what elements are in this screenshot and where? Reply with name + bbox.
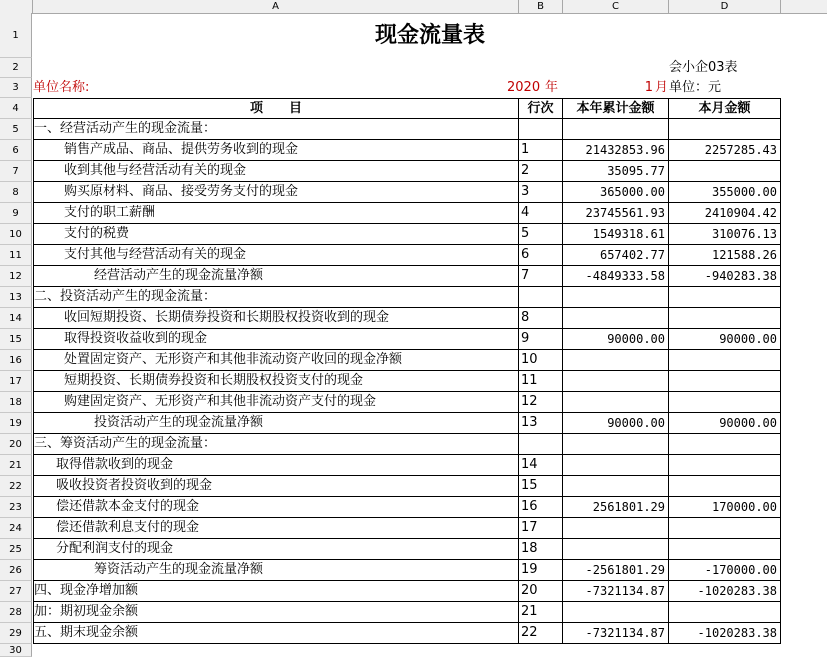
row-header[interactable]: 21 [0,455,32,476]
month-cell[interactable]: 121588.26 [669,245,781,266]
table-row [33,287,827,308]
line-cell[interactable]: 13 [519,413,563,434]
month-cell[interactable] [669,476,781,497]
header-ytd[interactable]: 本年累计金额 [563,98,669,119]
row-header[interactable]: 28 [0,602,32,623]
month-cell[interactable] [669,602,781,623]
table-row [33,329,827,350]
line-cell[interactable]: 7 [519,266,563,287]
ytd-cell[interactable]: 35095.77 [563,161,669,182]
row-header[interactable]: 17 [0,371,32,392]
ytd-cell[interactable]: 2561801.29 [563,497,669,518]
month-cell[interactable]: 310076.13 [669,224,781,245]
row-header[interactable]: 5 [0,119,32,140]
table-row [33,539,827,560]
line-cell[interactable]: 19 [519,560,563,581]
item-cell[interactable]: 取得投资收益收到的现金 [33,329,519,350]
ytd-cell[interactable]: -7321134.87 [563,623,669,644]
column-header-bar [0,0,827,14]
line-cell[interactable]: 21 [519,602,563,623]
ytd-cell[interactable] [563,434,669,455]
month-cell[interactable]: 90000.00 [669,413,781,434]
item-cell[interactable]: 吸收投资者投资收到的现金 [33,476,519,497]
item-cell[interactable]: 偿还借款本金支付的现金 [33,497,519,518]
item-cell[interactable]: 取得借款收到的现金 [33,455,519,476]
column-header-d[interactable]: D [669,0,781,13]
table-row [33,182,827,203]
table-row [33,245,827,266]
ytd-cell[interactable] [563,119,669,140]
month-cell[interactable]: -1020283.38 [669,581,781,602]
item-cell[interactable]: 五、期末现金余额 [33,623,519,644]
line-cell[interactable]: 2 [519,161,563,182]
column-header-a[interactable]: A [33,0,519,13]
month-cell[interactable] [669,392,781,413]
month-cell[interactable]: 2257285.43 [669,140,781,161]
row-header[interactable]: 30 [0,644,32,657]
line-cell[interactable]: 12 [519,392,563,413]
table-row [33,224,827,245]
row-header[interactable]: 25 [0,539,32,560]
form-code[interactable]: 会小企03表 [669,60,738,75]
row-header[interactable]: 4 [0,98,32,119]
item-cell[interactable]: 收回短期投资、长期债券投资和长期股权投资收到的现金 [33,308,519,329]
month-cell[interactable] [669,350,781,371]
ytd-cell[interactable] [563,308,669,329]
row-header[interactable]: 11 [0,245,32,266]
line-cell[interactable]: 17 [519,518,563,539]
item-cell[interactable]: 收到其他与经营活动有关的现金 [33,161,519,182]
month-cell[interactable]: -170000.00 [669,560,781,581]
year-value[interactable]: 2020 [507,80,541,95]
table-row [33,140,827,161]
unit-label: 单位：元 [669,80,722,95]
ytd-cell[interactable]: 23745561.93 [563,203,669,224]
row-header[interactable]: 3 [0,78,32,98]
row-header[interactable]: 16 [0,350,32,371]
ytd-cell[interactable] [563,350,669,371]
item-cell[interactable]: 处置固定资产、无形资产和其他非流动资产收回的现金净额 [33,350,519,371]
line-cell[interactable] [519,119,563,140]
table-row [33,581,827,602]
header-item[interactable]: 项 目 [33,98,519,119]
month-cell[interactable]: 90000.00 [669,329,781,350]
ytd-cell[interactable]: 90000.00 [563,413,669,434]
table-row [33,623,827,644]
ytd-cell[interactable]: 1549318.61 [563,224,669,245]
item-cell[interactable]: 筹资活动产生的现金流量净额 [33,560,519,581]
row-header[interactable]: 29 [0,623,32,644]
row-header[interactable]: 2 [0,58,32,78]
line-cell[interactable]: 22 [519,623,563,644]
month-cell[interactable] [669,161,781,182]
month-cell[interactable]: 170000.00 [669,497,781,518]
item-cell[interactable]: 购买原材料、商品、接受劳务支付的现金 [33,182,519,203]
line-cell[interactable]: 4 [519,203,563,224]
month-cell[interactable]: -940283.38 [669,266,781,287]
ytd-cell[interactable] [563,455,669,476]
line-cell[interactable]: 14 [519,455,563,476]
row-header[interactable]: 27 [0,581,32,602]
table-row [33,434,827,455]
item-cell[interactable]: 支付的税费 [33,224,519,245]
month-cell[interactable] [669,287,781,308]
row-header[interactable]: 26 [0,560,32,581]
form-code-row [33,58,827,78]
month-cell[interactable] [669,308,781,329]
report-title[interactable]: 现金流量表 [374,23,485,48]
year-label: 年 [545,80,559,95]
row-header[interactable]: 15 [0,329,32,350]
month-cell[interactable] [669,119,781,140]
item-cell[interactable]: 经营活动产生的现金流量净额 [33,266,519,287]
item-cell[interactable]: 一、经营活动产生的现金流量： [33,119,519,140]
line-cell[interactable]: 1 [519,140,563,161]
table-row [33,392,827,413]
row-header[interactable]: 12 [0,266,32,287]
line-cell[interactable] [519,287,563,308]
table-row [33,476,827,497]
item-cell[interactable]: 二、投资活动产生的现金流量： [33,287,519,308]
row-header[interactable]: 14 [0,308,32,329]
row-header[interactable]: 13 [0,287,32,308]
month-cell[interactable]: -1020283.38 [669,623,781,644]
item-cell[interactable]: 短期投资、长期债券投资和长期股权投资支付的现金 [33,371,519,392]
line-cell[interactable]: 20 [519,581,563,602]
header-month[interactable]: 本月金额 [669,98,781,119]
ytd-cell[interactable] [563,602,669,623]
column-header-e[interactable] [781,0,827,13]
table-row [33,308,827,329]
ytd-cell[interactable] [563,287,669,308]
table-row [33,371,827,392]
item-cell[interactable]: 投资活动产生的现金流量净额 [33,413,519,434]
month-cell[interactable] [669,518,781,539]
row-header[interactable]: 6 [0,140,32,161]
line-cell[interactable]: 10 [519,350,563,371]
month-cell[interactable] [669,455,781,476]
ytd-cell[interactable]: 365000.00 [563,182,669,203]
column-header-c[interactable]: C [563,0,669,13]
row-header[interactable]: 19 [0,413,32,434]
table-row [33,161,827,182]
month-cell[interactable]: 355000.00 [669,182,781,203]
ytd-cell[interactable]: 21432853.96 [563,140,669,161]
ytd-cell[interactable]: 657402.77 [563,245,669,266]
ytd-cell[interactable] [563,392,669,413]
month-cell[interactable] [669,434,781,455]
row-header[interactable]: 23 [0,497,32,518]
select-all-corner[interactable] [0,0,33,13]
table-row [33,350,827,371]
item-cell[interactable]: 三、筹资活动产生的现金流量： [33,434,519,455]
table-row [33,203,827,224]
month-cell[interactable]: 2410904.42 [669,203,781,224]
row-header[interactable]: 9 [0,203,32,224]
line-cell[interactable]: 18 [519,539,563,560]
row-header[interactable]: 20 [0,434,32,455]
ytd-cell[interactable] [563,476,669,497]
item-cell[interactable]: 购建固定资产、无形资产和其他非流动资产支付的现金 [33,392,519,413]
line-cell[interactable] [519,434,563,455]
line-cell[interactable]: 5 [519,224,563,245]
header-line[interactable]: 行次 [519,98,563,119]
line-cell[interactable]: 15 [519,476,563,497]
ytd-cell[interactable] [563,371,669,392]
ytd-cell[interactable]: -4849333.58 [563,266,669,287]
table-header-row [33,98,827,119]
line-cell[interactable]: 8 [519,308,563,329]
item-cell[interactable]: 支付的职工薪酬 [33,203,519,224]
row-header[interactable]: 22 [0,476,32,497]
row-header[interactable]: 10 [0,224,32,245]
row-header[interactable]: 24 [0,518,32,539]
row-header[interactable]: 18 [0,392,32,413]
ytd-cell[interactable] [563,518,669,539]
item-cell[interactable]: 支付其他与经营活动有关的现金 [33,245,519,266]
table-row [33,413,827,434]
table-row [33,602,827,623]
table-row [33,455,827,476]
line-cell[interactable]: 6 [519,245,563,266]
row-header[interactable]: 1 [0,13,32,58]
line-cell[interactable]: 16 [519,497,563,518]
month-cell[interactable] [669,371,781,392]
ytd-cell[interactable]: 90000.00 [563,329,669,350]
item-cell[interactable]: 四、现金净增加额 [33,581,519,602]
line-cell[interactable]: 9 [519,329,563,350]
item-cell[interactable]: 销售产成品、商品、提供劳务收到的现金 [33,140,519,161]
line-cell[interactable]: 3 [519,182,563,203]
item-cell[interactable]: 偿还借款利息支付的现金 [33,518,519,539]
info-row [33,78,827,98]
item-cell[interactable]: 分配利润支付的现金 [33,539,519,560]
table-row [33,518,827,539]
ytd-cell[interactable] [563,539,669,560]
row-header[interactable]: 8 [0,182,32,203]
month-value[interactable]: 1 [644,80,653,95]
table-row [33,266,827,287]
ytd-cell[interactable]: -7321134.87 [563,581,669,602]
month-cell[interactable] [669,539,781,560]
table-row [33,560,827,581]
item-cell[interactable]: 加：期初现金余额 [33,602,519,623]
title-row [33,13,827,58]
ytd-cell[interactable]: -2561801.29 [563,560,669,581]
table-row [33,497,827,518]
company-label[interactable]: 单位名称: [33,80,90,95]
column-header-b[interactable]: B [519,0,563,13]
table-row [33,119,827,140]
row-header[interactable]: 7 [0,161,32,182]
line-cell[interactable]: 11 [519,371,563,392]
month-label: 月 [655,80,669,95]
